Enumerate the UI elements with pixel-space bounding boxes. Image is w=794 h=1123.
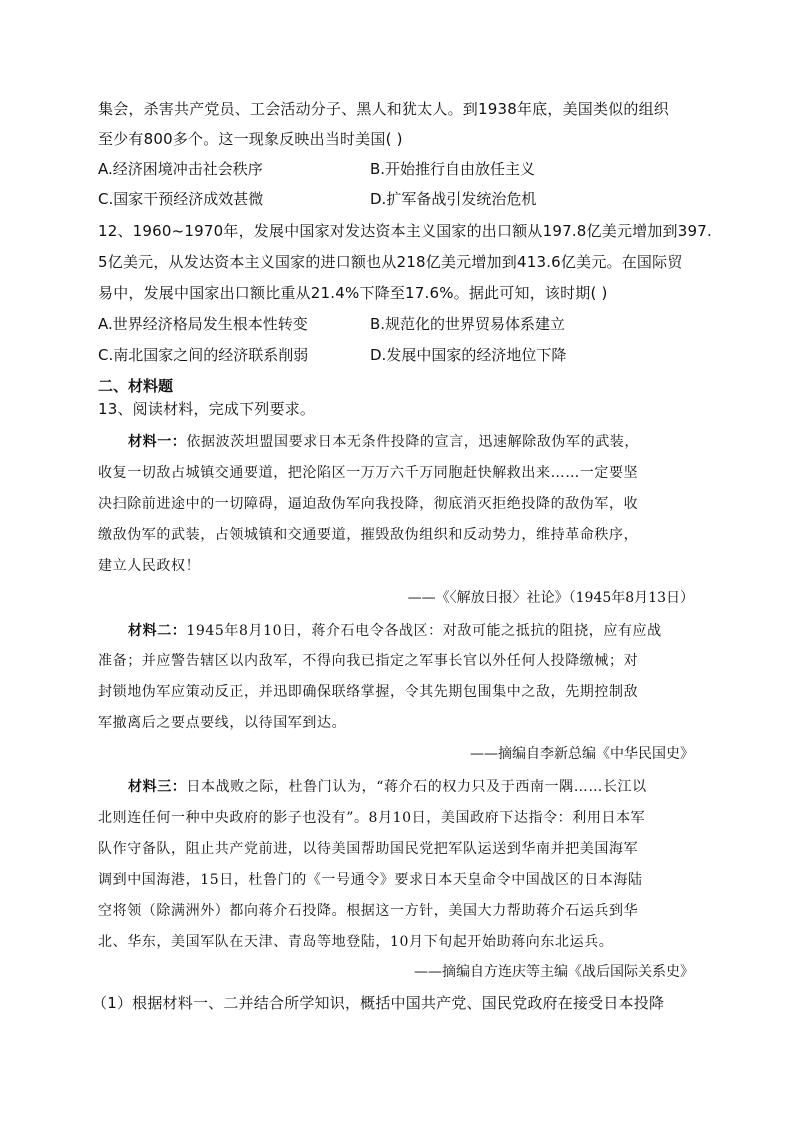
- material3-label: 材料三：: [128, 779, 187, 795]
- section-heading: 二、材料题: [98, 377, 174, 395]
- q11-stem-line-2: 至少有800多个。这一现象反映出当时美国( ): [98, 130, 403, 148]
- material2-line-4: 军撤离后之要点要线，以待国军到达。: [98, 715, 347, 731]
- material3-line-2: 北则连任何一种中央政府的影子也没有”。8月10日，美国政府下达指令：利用日本军: [98, 810, 646, 826]
- q12-stem-line-3: 易中，发展中国家出口额比重从21.4%下降至17.6%。据此可知，该时期( ): [98, 284, 608, 302]
- material2-text-1: 1945年8月10日，蒋介石电令各战区：对敌可能之抵抗的阻挠，应有应战: [186, 623, 662, 639]
- material2-line-1: [128, 621, 662, 641]
- material1-line-4: 缴敌伪军的武装，占领城镇和交通要道，摧毁敌伪组织和反动势力，维持革命秩序，: [98, 527, 639, 543]
- material3-line-5: 空将领（除满洲外）都向蒋介石投降。根据这一方针，美国大力帮助蒋介石运兵到华: [98, 903, 639, 919]
- q12-option-b: B.规范化的世界贸易体系建立: [370, 315, 566, 333]
- material2-line-2: 准备；并应警告辖区以内敌军，不得向我已指定之军事长官以外任何人投降缴械；对: [98, 653, 639, 669]
- q11-option-b: B.开始推行自由放任主义: [370, 160, 536, 178]
- material1-source: ——《〈解放日报〉社论》（1945年8月13日）: [407, 590, 694, 606]
- material1-line-2: 收复一切敌占城镇交通要道，把沦陷区一万万六千万同胞赶快解救出来……一定要坚: [98, 465, 639, 481]
- q11-option-a: A.经济困境冲击社会秩序: [98, 160, 263, 178]
- material1-line-3: 决扫除前进途中的一切障碍，逼迫敌伪军向我投降，彻底消灭拒绝投降的敌伪军，收: [98, 496, 639, 512]
- q13-intro: 13、阅读材料，完成下列要求。: [98, 400, 316, 418]
- material3-line-1: [128, 777, 647, 797]
- material1-line-1: [128, 432, 639, 452]
- material3-line-3: 队作守备队，阻止共产党前进，以待美国帮助国民党把军队运送到华南并把美国海军: [98, 841, 639, 857]
- q12-option-d: D.发展中国家的经济地位下降: [370, 346, 567, 364]
- q13-sub1: （1）根据材料一、二并结合所学知识，概括中国共产党、国民党政府在接受日本投降: [92, 994, 665, 1012]
- material3-text-1: 日本战败之际，杜鲁门认为，“蒋介石的权力只及于西南一隅……长江以: [186, 779, 647, 795]
- q11-option-d: D.扩军备战引发统治危机: [370, 190, 537, 208]
- material1-label: 材料一：: [128, 434, 187, 450]
- material3-source: ——摘编自方连庆等主编《战后国际关系史》: [414, 964, 694, 980]
- material2-label: 材料二：: [128, 623, 187, 639]
- material1-text-1: 依据波茨坦盟国要求日本无条件投降的宣言，迅速解除敌伪军的武装，: [186, 434, 640, 450]
- q12-option-c: C.南北国家之间的经济联系削弱: [98, 346, 309, 364]
- q11-stem-line-1: 集会，杀害共产党员、工会活动分子、黑人和犹太人。到1938年底，美国类似的组织: [98, 100, 669, 118]
- q11-option-c: C.国家干预经济成效甚微: [98, 190, 264, 208]
- material2-source: ——摘编自李新总编《中华民国史》: [470, 746, 694, 762]
- q12-stem-line-1: 12、1960~1970年，发展中国家对发达资本主义国家的出口额从197.8亿美元增加到397.: [98, 222, 712, 240]
- q12-option-a: A.世界经济格局发生根本性转变: [98, 315, 308, 333]
- material2-line-3: 封锁地伪军应策动反正，并迅即确保联络掌握，令其先期包围集中之敌，先期控制敌: [98, 684, 639, 700]
- material3-line-6: 北、华东，美国军队在天津、青岛等地登陆，10月下旬起开始助蒋向东北运兵。: [98, 934, 614, 950]
- material1-line-5: 建立人民政权！: [98, 558, 201, 574]
- material3-line-4: 调到中国海港，15日，杜鲁门的《一号通令》要求日本天皇命令中国战区的日本海陆: [98, 872, 643, 888]
- q12-stem-line-2: 5亿美元，从发达资本主义国家的进口额也从218亿美元增加到413.6亿美元。在国际贸: [98, 253, 683, 271]
